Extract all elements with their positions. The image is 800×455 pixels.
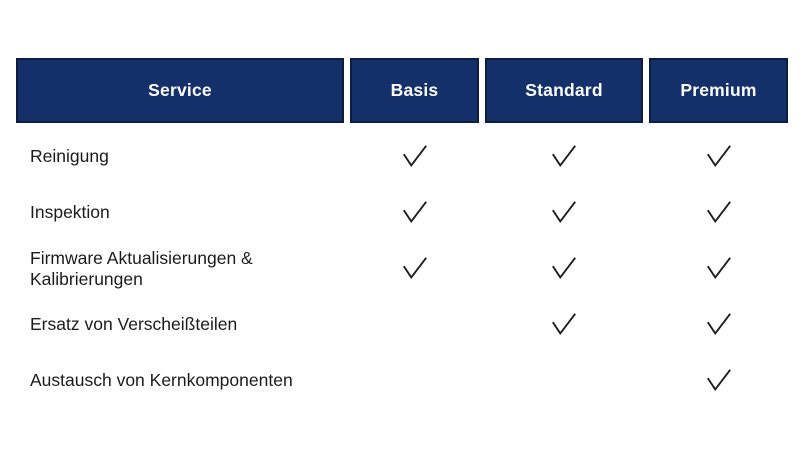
header-cell-premium — [649, 58, 788, 123]
header-label-premium: Premium — [680, 80, 757, 100]
checkmark-icon — [550, 255, 578, 283]
service-name: Reinigung — [30, 146, 109, 167]
checkmark-icon — [401, 255, 429, 283]
table-row-inspektion — [16, 185, 788, 241]
header-label-basis: Basis — [390, 80, 439, 100]
table-row-ersatz — [16, 297, 788, 353]
check-cell-basis — [350, 311, 479, 339]
checkmark-icon — [550, 311, 578, 339]
header-label-service: Service — [148, 80, 212, 100]
service-name: Austausch von Kernkomponenten — [30, 370, 293, 391]
checkmark-icon — [550, 199, 578, 227]
header-cell-standard — [485, 58, 643, 123]
check-cell-basis — [350, 367, 479, 395]
check-cell-basis — [350, 199, 479, 227]
table-row-firmware — [16, 241, 788, 297]
service-name: Firmware Aktualisierungen & Kalibrierungen — [30, 247, 253, 289]
table-body — [16, 123, 788, 409]
check-cell-basis — [350, 143, 479, 171]
check-cell-premium — [649, 143, 788, 171]
service-name: Ersatz von Verscheißteilen — [30, 314, 238, 335]
check-cell-standard — [485, 199, 643, 227]
check-cell-premium — [649, 311, 788, 339]
check-cell-premium — [649, 199, 788, 227]
header-cell-service — [16, 58, 344, 123]
checkmark-icon — [401, 143, 429, 171]
checkmark-icon — [705, 367, 733, 395]
checkmark-icon — [550, 143, 578, 171]
check-cell-basis — [350, 255, 479, 283]
service-name: Inspektion — [30, 202, 110, 223]
header-label-standard: Standard — [525, 80, 603, 100]
checkmark-icon — [705, 311, 733, 339]
check-cell-standard — [485, 143, 643, 171]
check-cell-premium — [649, 367, 788, 395]
checkmark-icon — [401, 199, 429, 227]
table-header-row — [16, 58, 788, 123]
table-row-austausch — [16, 353, 788, 409]
check-cell-premium — [649, 255, 788, 283]
checkmark-icon — [705, 143, 733, 171]
table-row-reinigung — [16, 129, 788, 185]
check-cell-standard — [485, 255, 643, 283]
check-cell-standard — [485, 367, 643, 395]
header-cell-basis — [350, 58, 479, 123]
checkmark-icon — [705, 255, 733, 283]
checkmark-icon — [705, 199, 733, 227]
check-cell-standard — [485, 311, 643, 339]
